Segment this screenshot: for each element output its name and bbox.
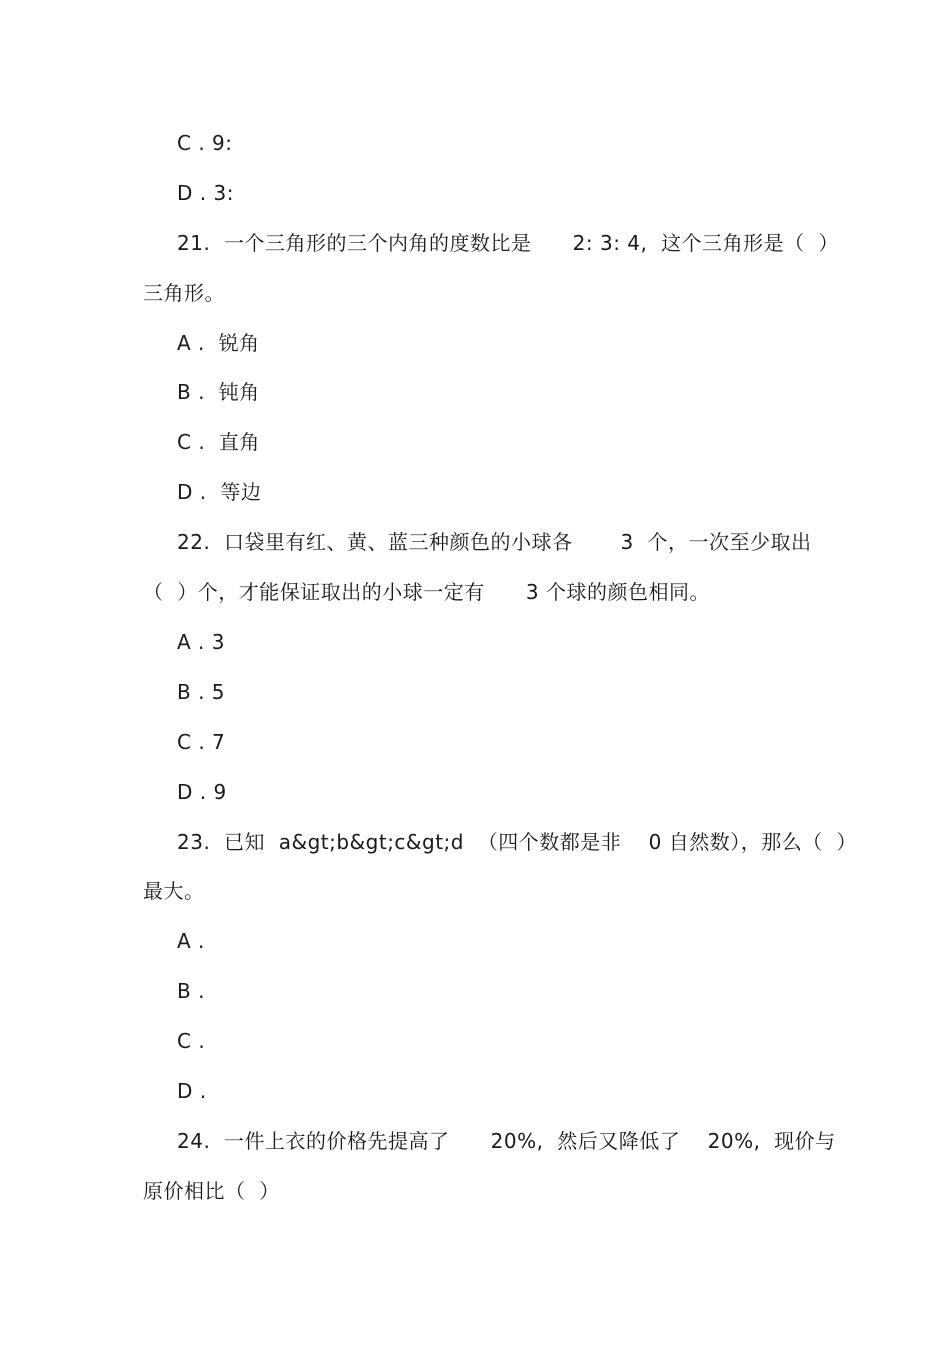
question-23-line-1: 23. 已知 a&gt;b&gt;c&gt;d （四个数都是非 0 自然数），那么（ ） bbox=[177, 830, 857, 854]
question-21-option-d: D . 等边 bbox=[177, 480, 262, 504]
question-22-option-b: B . 5 bbox=[177, 680, 226, 704]
question-22-option-d: D . 9 bbox=[177, 780, 227, 804]
question-22-option-c: C . 7 bbox=[177, 730, 226, 754]
question-22-option-a: A . 3 bbox=[177, 630, 225, 654]
question-22-line-1: 22. 口袋里有红、黄、蓝三种颜色的小球各 3 个，一次至少取出 bbox=[177, 530, 812, 554]
question-22-line-2: （ ）个，才能保证取出的小球一定有 3 个球的颜色相同。 bbox=[143, 580, 710, 604]
question-21-option-b: B . 钝角 bbox=[177, 380, 260, 404]
question-24-line-2: 原价相比（ ） bbox=[143, 1179, 280, 1203]
question-23-option-b: B . bbox=[177, 979, 205, 1003]
option-c-prev: C . 9: bbox=[177, 131, 233, 155]
option-d-prev: D . 3: bbox=[177, 181, 234, 205]
question-23-option-d: D . bbox=[177, 1079, 207, 1103]
question-21-option-a: A . 锐角 bbox=[177, 331, 260, 355]
question-21-option-c: C . 直角 bbox=[177, 430, 260, 454]
question-23-line-2: 最大。 bbox=[143, 879, 205, 903]
question-23-option-a: A . bbox=[177, 929, 205, 953]
question-21-line-1: 21. 一个三角形的三个内角的度数比是 2: 3: 4, 这个三角形是（ ） bbox=[177, 231, 839, 255]
question-21-line-2: 三角形。 bbox=[143, 281, 225, 305]
question-24-line-1: 24. 一件上衣的价格先提高了 20%, 然后又降低了 20%, 现价与 bbox=[177, 1129, 836, 1153]
question-23-option-c: C . bbox=[177, 1029, 206, 1053]
